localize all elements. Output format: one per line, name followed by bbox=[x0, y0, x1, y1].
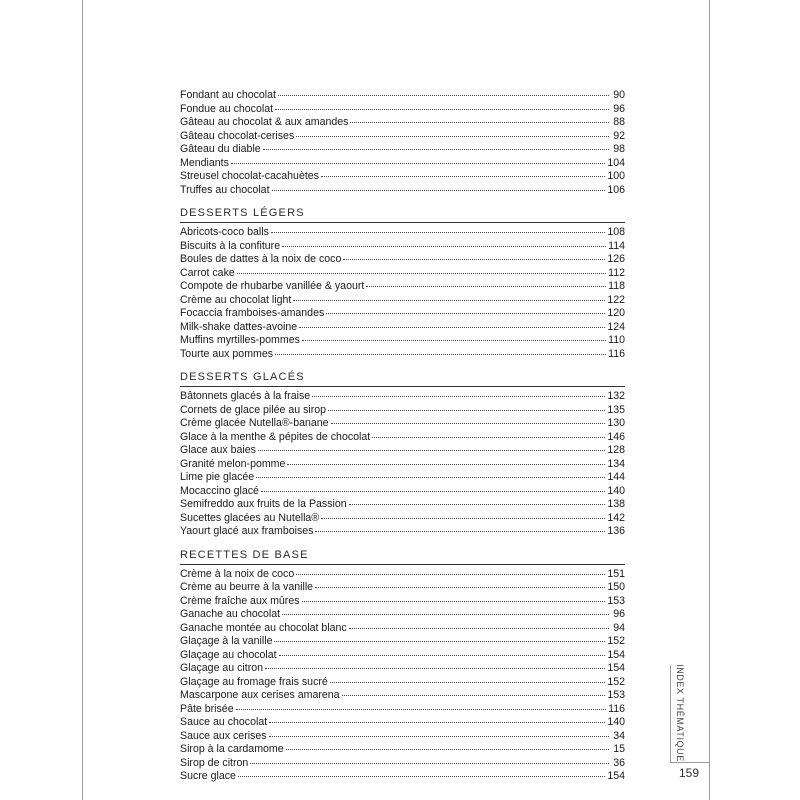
entry-name: Ganache au chocolat bbox=[180, 608, 281, 620]
index-entry bbox=[180, 280, 625, 294]
dot-leader bbox=[282, 246, 606, 247]
entry-name: Fondant au chocolat bbox=[180, 89, 277, 101]
entry-name: Tourte aux pommes bbox=[180, 347, 274, 360]
index-entry bbox=[180, 116, 625, 130]
dot-leader bbox=[342, 695, 606, 696]
dot-leader bbox=[279, 655, 606, 656]
entry-name: Crème à la noix de coco bbox=[180, 567, 295, 580]
entry-page-number: 90 bbox=[613, 89, 625, 101]
entry-name: Crème glacée Nutella®-banane bbox=[180, 417, 329, 429]
index-entry bbox=[180, 267, 625, 281]
entry-page-number: 88 bbox=[613, 116, 625, 128]
index-entry bbox=[180, 703, 625, 717]
dot-leader bbox=[296, 136, 609, 137]
dot-leader bbox=[278, 95, 609, 96]
entry-name: Gâteau au chocolat & aux amandes bbox=[180, 116, 349, 128]
index-entry bbox=[180, 226, 625, 240]
entry-name: Mocaccino glacé bbox=[180, 484, 259, 497]
index-section bbox=[180, 89, 625, 197]
index-entry bbox=[180, 676, 625, 690]
index-entry bbox=[180, 334, 625, 348]
index-entry bbox=[180, 130, 625, 144]
dot-leader bbox=[315, 587, 605, 588]
dot-leader bbox=[237, 273, 606, 274]
entry-page-number: 100 bbox=[607, 170, 625, 182]
index-entry bbox=[180, 321, 625, 335]
entry-name: Truffes au chocolat bbox=[180, 183, 270, 196]
entry-name: Granité melon-pomme bbox=[180, 457, 286, 470]
index-entry bbox=[180, 390, 625, 404]
dot-leader bbox=[287, 464, 605, 465]
index-entry bbox=[180, 417, 625, 431]
entry-name: Yaourt glacé aux framboises bbox=[180, 525, 314, 537]
entry-name: Biscuits à la confiture bbox=[180, 239, 281, 252]
index-entry bbox=[180, 458, 625, 472]
entry-name: Carrot cake bbox=[180, 266, 235, 279]
entry-page-number: 96 bbox=[613, 102, 625, 115]
entry-name: Fondue au chocolat bbox=[180, 102, 274, 115]
index-entry bbox=[180, 770, 625, 784]
entry-page-number: 134 bbox=[607, 457, 625, 470]
entry-page-number: 138 bbox=[607, 498, 625, 510]
entry-name: Ganache montée au chocolat blanc bbox=[180, 621, 347, 634]
dot-leader bbox=[366, 286, 606, 287]
dot-leader bbox=[350, 122, 609, 123]
section-heading: RECETTES DE BASE bbox=[180, 549, 625, 565]
dot-leader bbox=[312, 396, 605, 397]
dot-leader bbox=[286, 749, 609, 750]
dot-leader bbox=[343, 259, 605, 260]
entry-name: Focaccia framboises-amandes bbox=[180, 307, 325, 319]
entry-name: Semifreddo aux fruits de la Passion bbox=[180, 498, 347, 510]
entry-name: Muffins myrtilles-pommes bbox=[180, 334, 300, 346]
entry-page-number: 15 bbox=[613, 743, 625, 755]
dot-leader bbox=[349, 628, 609, 629]
entry-name: Gâteau chocolat-cerises bbox=[180, 129, 295, 142]
entry-name: Gâteau du diable bbox=[180, 143, 261, 155]
folio-rule bbox=[670, 762, 710, 763]
dot-leader bbox=[299, 327, 605, 328]
entry-name: Glaçage à la vanille bbox=[180, 635, 273, 647]
dot-leader bbox=[272, 190, 606, 191]
index-entry bbox=[180, 240, 625, 254]
dot-leader bbox=[296, 574, 605, 575]
side-label-text: INDEX THÉMATIQUE bbox=[675, 663, 685, 762]
entry-page-number: 34 bbox=[613, 729, 625, 742]
entry-name: Bâtonnets glacés à la fraise bbox=[180, 390, 311, 402]
dot-leader bbox=[326, 313, 605, 314]
dot-leader bbox=[349, 504, 606, 505]
entry-page-number: 108 bbox=[607, 226, 625, 238]
entry-page-number: 92 bbox=[613, 129, 625, 142]
dot-leader bbox=[282, 614, 609, 615]
entry-name: Sauce au chocolat bbox=[180, 716, 268, 728]
entry-page-number: 153 bbox=[607, 594, 625, 607]
entry-name: Glaçage au citron bbox=[180, 662, 264, 674]
entry-page-number: 96 bbox=[613, 608, 625, 620]
entry-page-number: 122 bbox=[607, 293, 625, 306]
index-entry bbox=[180, 649, 625, 663]
entry-page-number: 142 bbox=[607, 511, 625, 524]
index-entry bbox=[180, 89, 625, 103]
dot-leader bbox=[321, 176, 605, 177]
dot-leader bbox=[302, 601, 606, 602]
entry-page-number: 126 bbox=[607, 253, 625, 265]
entry-name: Sucettes glacées au Nutella® bbox=[180, 511, 320, 524]
entry-page-number: 152 bbox=[607, 675, 625, 688]
dot-leader bbox=[275, 109, 609, 110]
dot-leader bbox=[269, 736, 609, 737]
dot-leader bbox=[293, 300, 605, 301]
entry-page-number: 120 bbox=[607, 307, 625, 319]
entry-name: Crème fraîche aux mûres bbox=[180, 594, 300, 607]
dot-leader bbox=[330, 682, 606, 683]
dot-leader bbox=[263, 149, 609, 150]
index-entry bbox=[180, 662, 625, 676]
entry-page-number: 144 bbox=[607, 471, 625, 483]
index-entry bbox=[180, 294, 625, 308]
dot-leader bbox=[258, 450, 605, 451]
entry-name: Cornets de glace pilée au sirop bbox=[180, 403, 327, 416]
entry-name: Mendiants bbox=[180, 156, 229, 169]
entry-page-number: 153 bbox=[607, 689, 625, 701]
index-entry bbox=[180, 404, 625, 418]
entry-name: Glaçage au chocolat bbox=[180, 648, 277, 661]
entry-name: Boules de dattes à la noix de coco bbox=[180, 253, 342, 265]
dot-leader bbox=[302, 340, 606, 341]
dot-leader bbox=[271, 232, 605, 233]
entry-page-number: 135 bbox=[607, 403, 625, 416]
entry-page-number: 112 bbox=[608, 266, 625, 279]
entry-page-number: 36 bbox=[613, 756, 625, 769]
entry-page-number: 151 bbox=[607, 567, 625, 580]
section-heading: DESSERTS LÉGERS bbox=[180, 207, 625, 223]
entry-name: Sirop à la cardamome bbox=[180, 743, 284, 755]
index-section bbox=[180, 549, 625, 784]
dot-leader bbox=[321, 518, 605, 519]
entry-name: Crème au beurre à la vanille bbox=[180, 581, 314, 593]
index-entry bbox=[180, 444, 625, 458]
dot-leader bbox=[372, 437, 605, 438]
entry-name: Glace à la menthe & pépites de chocolat bbox=[180, 430, 371, 443]
index-entry bbox=[180, 485, 625, 499]
entry-page-number: 136 bbox=[607, 525, 625, 537]
entry-name: Sirop de citron bbox=[180, 756, 249, 769]
index-entry bbox=[180, 730, 625, 744]
dot-leader bbox=[265, 668, 605, 669]
index-entry bbox=[180, 595, 625, 609]
entry-name: Sucre glace bbox=[180, 770, 236, 782]
entry-page-number: 94 bbox=[613, 621, 625, 634]
index-entry bbox=[180, 498, 625, 512]
index-content bbox=[180, 89, 625, 784]
index-entry bbox=[180, 622, 625, 636]
entry-page-number: 118 bbox=[608, 280, 625, 292]
index-entry bbox=[180, 743, 625, 757]
entry-name: Streusel chocolat-cacahuètes bbox=[180, 170, 319, 182]
entry-name: Lime pie glacée bbox=[180, 471, 255, 483]
entry-page-number: 106 bbox=[607, 183, 625, 196]
index-entry bbox=[180, 143, 625, 157]
section-heading: DESSERTS GLACÉS bbox=[180, 371, 625, 387]
index-entry bbox=[180, 184, 625, 198]
dot-leader bbox=[236, 709, 607, 710]
index-entry bbox=[180, 157, 625, 171]
entry-name: Glaçage au fromage frais sucré bbox=[180, 675, 328, 688]
dot-leader bbox=[256, 477, 605, 478]
dot-leader bbox=[231, 163, 605, 164]
entry-name: Pâte brisée bbox=[180, 702, 234, 715]
index-entry bbox=[180, 431, 625, 445]
dot-leader bbox=[269, 722, 605, 723]
dot-leader bbox=[275, 354, 606, 355]
index-entry bbox=[180, 471, 625, 485]
entry-page-number: 104 bbox=[607, 156, 625, 169]
entry-page-number: 114 bbox=[608, 239, 625, 252]
index-entry bbox=[180, 716, 625, 730]
index-entry bbox=[180, 103, 625, 117]
index-entry bbox=[180, 568, 625, 582]
index-entry bbox=[180, 581, 625, 595]
entry-name: Mascarpone aux cerises amarena bbox=[180, 689, 340, 701]
entry-page-number: 150 bbox=[607, 581, 625, 593]
entry-page-number: 98 bbox=[613, 143, 625, 155]
index-entry bbox=[180, 525, 625, 539]
index-entry bbox=[180, 348, 625, 362]
page-number: 159 bbox=[678, 766, 700, 780]
index-entry bbox=[180, 757, 625, 771]
index-section bbox=[180, 207, 625, 361]
index-entry bbox=[180, 608, 625, 622]
entry-name: Sauce aux cerises bbox=[180, 729, 267, 742]
index-entry bbox=[180, 689, 625, 703]
dot-leader bbox=[238, 776, 605, 777]
index-entry bbox=[180, 253, 625, 267]
entry-page-number: 110 bbox=[608, 334, 625, 346]
entry-page-number: 140 bbox=[607, 716, 625, 728]
entry-page-number: 152 bbox=[607, 635, 625, 647]
side-label bbox=[670, 665, 690, 760]
index-entry bbox=[180, 635, 625, 649]
index-section bbox=[180, 371, 625, 539]
entry-name: Milk-shake dattes-avoine bbox=[180, 320, 298, 333]
entry-name: Glace aux baies bbox=[180, 444, 256, 456]
dot-leader bbox=[274, 641, 605, 642]
dot-leader bbox=[261, 491, 605, 492]
entry-page-number: 132 bbox=[607, 390, 625, 402]
entry-page-number: 146 bbox=[607, 430, 625, 443]
entry-page-number: 116 bbox=[608, 702, 625, 715]
entry-name: Compote de rhubarbe vanillée & yaourt bbox=[180, 280, 365, 292]
entry-page-number: 154 bbox=[607, 662, 625, 674]
entry-page-number: 130 bbox=[607, 417, 625, 429]
index-entry bbox=[180, 170, 625, 184]
dot-leader bbox=[328, 410, 605, 411]
entry-name: Abricots-coco balls bbox=[180, 226, 269, 238]
entry-page-number: 154 bbox=[607, 648, 625, 661]
entry-page-number: 128 bbox=[607, 444, 625, 456]
entry-page-number: 140 bbox=[607, 484, 625, 497]
dot-leader bbox=[315, 531, 605, 532]
entry-page-number: 154 bbox=[607, 770, 625, 782]
dot-leader bbox=[250, 763, 609, 764]
dot-leader bbox=[331, 423, 606, 424]
index-entry bbox=[180, 512, 625, 526]
entry-page-number: 116 bbox=[608, 347, 625, 360]
entry-page-number: 124 bbox=[607, 320, 625, 333]
entry-name: Crème au chocolat light bbox=[180, 293, 292, 306]
index-entry bbox=[180, 307, 625, 321]
